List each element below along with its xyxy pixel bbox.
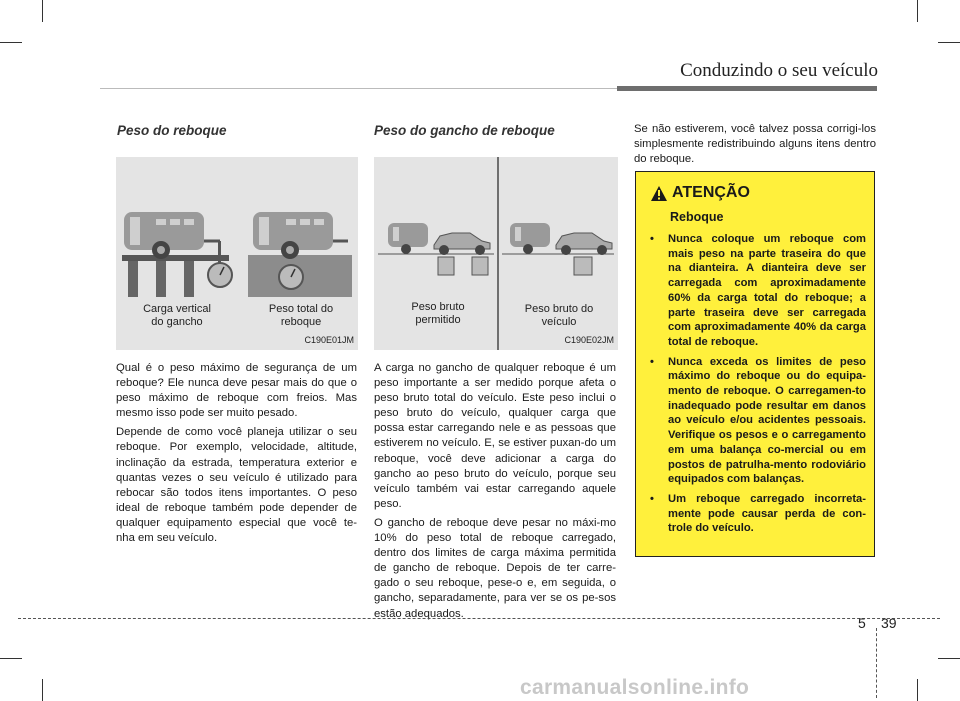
warning-icon (650, 185, 668, 202)
footer-dashed-divider (876, 628, 877, 698)
figure-label-total-trailer-weight: Peso total do reboque (268, 303, 334, 328)
paragraph: O gancho de reboque deve pesar no máxi-mo 10% do peso total de reboque carregado, dentro dos limites de carga máxima permitida de gancho de reboque. Depois de ter carre-gado o seu reboque, pese-o e, em seguida, o gancho, separadamente, para ver se os pe-sos estão adequados. (374, 516, 616, 620)
page-number: 39 (881, 615, 897, 631)
crop-mark (0, 42, 22, 43)
paragraph: A carga no gancho de qualquer reboque é um peso importante a ser medido porque afeta o peso bruto total do veículo. Este peso inclui o peso bruto do veículo, qualquer carga que possa estar carregando nele e as pessoas que estiverem no veículo. E, se estiver puxan-do um reboque, você deve adicionar a carga do gancho ao peso bruto do veículo, porque seu veículo também vai estar carregando aquele peso. (374, 362, 616, 510)
figure-label-gross-allowed: Peso bruto permitido (411, 301, 465, 326)
warning-item: • Um reboque carregado incorreta-mente pode causar perda de con-trole do veículo. (648, 492, 866, 536)
warning-title: ATENÇÃO (672, 184, 750, 201)
warning-item: • Nunca exceda os limites de peso máximo do reboque ou do equipa-mento de reboque. O carregamen-to inadequado pode resultar em danos ao veículo e/ou acidentes pessoais. Verifique os pesos e o carregamento em uma balança co-mercial ou em postos de patrulha-mento rodoviário equipados com balanças. (648, 355, 866, 487)
paragraph: Qual é o peso máximo de segurança de um reboque? Ele nunca deve pesar mais do que o peso máximo de reboque com freios. Mas mesmo isso pode ser muito pesado. (116, 362, 357, 420)
figure-code: C190E02JM (564, 335, 614, 345)
crop-mark (917, 679, 918, 701)
warning-subtitle: Reboque (670, 210, 724, 224)
warning-box (635, 171, 875, 557)
crop-mark (938, 658, 960, 659)
crop-mark (938, 42, 960, 43)
warning-item: • Nunca coloque um reboque com mais peso na parte traseira do que na dianteira. A dianteira deve ser carregada com aproximadamente 60% da carga total do reboque; a parte traseira deve ser carregada com aproximadamente 40% da carga total de reboque. (648, 232, 866, 350)
col1-body (116, 361, 357, 550)
figure-code: C190E01JM (304, 335, 354, 345)
chapter-title: Conduzindo o seu veículo (680, 60, 878, 81)
figure-label-gross-vehicle: Peso bruto do veículo (524, 303, 594, 328)
warning-list (648, 232, 866, 541)
header-bar (617, 86, 877, 91)
crop-mark (917, 0, 918, 22)
crop-mark (42, 0, 43, 22)
crop-mark (42, 679, 43, 701)
section-title-tongue-weight: Peso do gancho de reboque (374, 123, 555, 138)
footer-dashed-rule (18, 618, 940, 619)
figure-gross-weight (374, 157, 618, 350)
page-section-number: 5 (858, 615, 866, 631)
figure-trailer-weight (116, 157, 358, 350)
section-title-trailer-weight: Peso do reboque (117, 123, 227, 138)
crop-mark (0, 658, 22, 659)
col2-body (374, 361, 616, 626)
paragraph: Depende de como você planeja utilizar o seu reboque. Por exemplo, velocidade, altitude, inclinação da estrada, temperatura exterior e quantas vezes o seu veículo é utilizado para rebocar são todos itens importantes. O peso ideal de reboque também pode depender de qualquer equipamento especial que você te-nha em seu veículo. (116, 426, 357, 545)
watermark: carmanualsonline.info (520, 676, 750, 699)
figure-label-tongue-load: Carga vertical do gancho (143, 303, 211, 328)
header-rule (100, 88, 617, 89)
col3-intro: Se não estiverem, você talvez possa corrigi-los simplesmente redistribuindo alguns itens dentro do reboque. (634, 123, 876, 166)
